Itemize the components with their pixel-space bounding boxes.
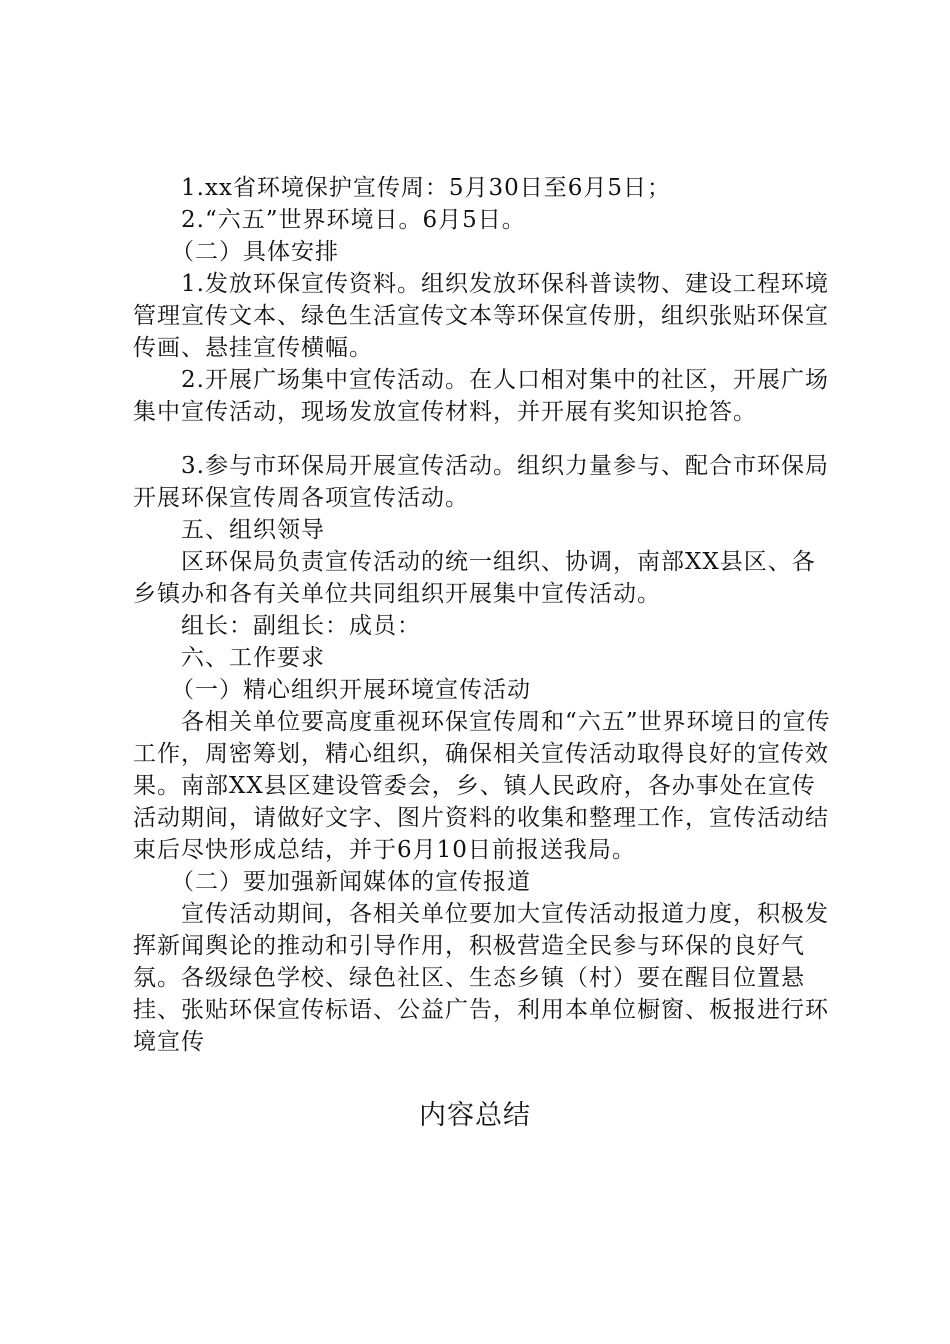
paragraph-13: 各相关单位要高度重视环保宣传周和“六五”世界环境日的宣传工作，周密筹划，精心组织，确保相关宣传活动取得良好的宣传效果。南部XX县区建设管委会，乡、镇人民政府，各办事处在宣传活动期间，请做好文字、图片资料的收集和整理工作，宣传活动结束后尽快形成总结，并于6月10日前报送我局。 xyxy=(133,709,831,863)
subheading-organize-activities: （一）精心组织开展环境宣传活动 xyxy=(171,677,531,703)
subheading-media-coverage: （二）要加强新闻媒体的宣传报道 xyxy=(171,869,531,895)
paragraph-2: 2.“六五”世界环境日。6月5日。 xyxy=(181,207,526,233)
paragraph-1: 1.xx省环境保护宣传周：5月30日至6月5日； xyxy=(181,175,672,201)
paragraph-9: 区环保局负责宣传活动的统一组织、协调，南部XX县区、各乡镇办和各有关单位共同组织开展集中宣传活动。 xyxy=(133,549,816,607)
paragraph-gap xyxy=(133,428,838,450)
paragraph-4: 1.发放环保宣传资料。组织发放环保科普读物、建设工程环境管理宣传文本、绿色生活宣传文本等环保宣传册，组织张贴环保宣传画、悬挂宣传横幅。 xyxy=(133,271,829,361)
document-body xyxy=(133,172,838,1058)
section-heading-work-requirements: 六、工作要求 xyxy=(181,645,325,671)
summary-title: 内容总结 xyxy=(419,1100,531,1131)
paragraph-7: 3.参与市环保局开展宣传活动。组织力量参与、配合市环保局开展环保宣传周各项宣传活动。 xyxy=(133,453,829,511)
paragraph-15: 宣传活动期间，各相关单位要加大宣传活动报道力度，积极发挥新闻舆论的推动和引导作用，积极营造全民参与环保的良好气氛。各级绿色学校、绿色社区、生态乡镇（村）要在醒目位置悬挂、张贴环保宣传标语、公益广告，利用本单位橱窗、板报进行环境宣传 xyxy=(133,901,829,1055)
paragraph-5: 2.开展广场集中宣传活动。在人口相对集中的社区，开展广场集中宣传活动，现场发放宣传材料，并开展有奖知识抢答。 xyxy=(133,367,829,425)
section-heading-organization: 五、组织领导 xyxy=(181,517,325,543)
section-heading-specific-arrangements: （二）具体安排 xyxy=(171,239,339,265)
paragraph-10: 组长：副组长：成员： xyxy=(181,613,421,639)
